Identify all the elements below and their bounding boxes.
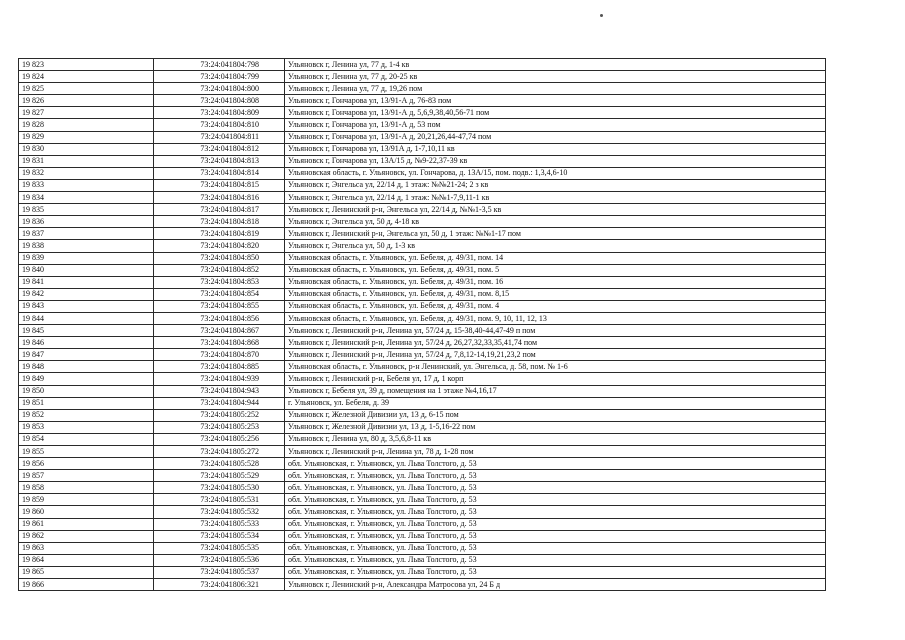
cadastral-number: 73:24:041804:943 [154, 385, 285, 397]
cadastral-number: 73:24:041805:252 [154, 409, 285, 421]
cadastral-number: 73:24:041804:939 [154, 373, 285, 385]
cadastral-number: 73:24:041804:855 [154, 300, 285, 312]
cadastral-number: 73:24:041804:816 [154, 192, 285, 204]
cadastral-number: 73:24:041804:944 [154, 397, 285, 409]
address: обл. Ульяновская, г. Ульяновск, ул. Льва Толстого, д. 53 [285, 506, 826, 518]
row-number: 19 834 [19, 192, 154, 204]
table-row [19, 530, 826, 542]
row-number: 19 837 [19, 228, 154, 240]
address: обл. Ульяновская, г. Ульяновск, ул. Льва Толстого, д. 53 [285, 470, 826, 482]
table-row [19, 482, 826, 494]
table-row [19, 397, 826, 409]
address: Ульяновск г, Энгельса ул, 50 д, 1-3 кв [285, 240, 826, 252]
cadastral-number: 73:24:041805:529 [154, 470, 285, 482]
table-row [19, 433, 826, 445]
table-row [19, 228, 826, 240]
cadastral-number: 73:24:041805:528 [154, 458, 285, 470]
table-row [19, 470, 826, 482]
table-row [19, 312, 826, 324]
cadastral-number: 73:24:041804:854 [154, 288, 285, 300]
cadastral-number: 73:24:041804:800 [154, 83, 285, 95]
table-row [19, 506, 826, 518]
table-row [19, 349, 826, 361]
row-number: 19 826 [19, 95, 154, 107]
table-row [19, 71, 826, 83]
row-number: 19 865 [19, 566, 154, 578]
cadastral-number: 73:24:041804:850 [154, 252, 285, 264]
row-number: 19 863 [19, 542, 154, 554]
address: Ульяновск г, Энгельса ул, 22/14 д, 1 этаж: №№1-7,9,11-1 кв [285, 192, 826, 204]
table-row [19, 361, 826, 373]
table-row [19, 494, 826, 506]
cadastral-number: 73:24:041805:536 [154, 554, 285, 566]
address: Ульяновск г, Энгельса ул, 22/14 д, 1 этаж: №№21-24; 2 з кв [285, 179, 826, 191]
table-row [19, 579, 826, 591]
address: Ульяновск г, Ленина ул, 80 д, 3,5,6,8-11 кв [285, 433, 826, 445]
address: обл. Ульяновская, г. Ульяновск, ул. Льва Толстого, д. 53 [285, 494, 826, 506]
address: Ульяновск г, Ленина ул, 77 д, 20-25 кв [285, 71, 826, 83]
row-number: 19 866 [19, 579, 154, 591]
address: обл. Ульяновская, г. Ульяновск, ул. Льва Толстого, д. 53 [285, 482, 826, 494]
table-row [19, 155, 826, 167]
table-row [19, 446, 826, 458]
cadastral-number: 73:24:041804:814 [154, 167, 285, 179]
row-number: 19 856 [19, 458, 154, 470]
address: Ульяновск г, Гончарова ул, 13/91А д, 1-7,10,11 кв [285, 143, 826, 155]
scan-speck [600, 14, 603, 17]
row-number: 19 832 [19, 167, 154, 179]
table-row [19, 385, 826, 397]
row-number: 19 850 [19, 385, 154, 397]
row-number: 19 855 [19, 446, 154, 458]
table-row [19, 59, 826, 71]
table-row [19, 542, 826, 554]
address: Ульяновская область, г. Ульяновск, ул. Бебеля, д. 49/31, пом. 8,15 [285, 288, 826, 300]
row-number: 19 849 [19, 373, 154, 385]
cadastral-number: 73:24:041804:811 [154, 131, 285, 143]
cadastral-number: 73:24:041804:810 [154, 119, 285, 131]
cadastral-number: 73:24:041805:531 [154, 494, 285, 506]
address: Ульяновск г, Ленинский р-н, Ленина ул, 57/24 д, 7,8,12-14,19,21,23,2 пом [285, 349, 826, 361]
cadastral-number: 73:24:041804:815 [154, 179, 285, 191]
address: Ульяновская область, г. Ульяновск, р-н Ленинский, ул. Энгельса, д. 58, пом. № 1-6 [285, 361, 826, 373]
row-number: 19 845 [19, 325, 154, 337]
address: Ульяновск г, Железной Дивизии ул, 13 д, 1-5,16-22 пом [285, 421, 826, 433]
table-row [19, 337, 826, 349]
cadastral-number: 73:24:041804:885 [154, 361, 285, 373]
cadastral-number: 73:24:041804:813 [154, 155, 285, 167]
cadastral-number: 73:24:041804:820 [154, 240, 285, 252]
cadastral-number: 73:24:041804:853 [154, 276, 285, 288]
cadastral-number: 73:24:041804:856 [154, 312, 285, 324]
address: Ульяновская область, г. Ульяновск, ул. Бебеля, д. 49/31, пом. 4 [285, 300, 826, 312]
row-number: 19 839 [19, 252, 154, 264]
cadastral-number: 73:24:041804:817 [154, 204, 285, 216]
address: Ульяновск г, Гончарова ул, 13/91-А д, 53 пом [285, 119, 826, 131]
address: Ульяновск г, Железной Дивизии ул, 13 д, 6-15 пом [285, 409, 826, 421]
row-number: 19 835 [19, 204, 154, 216]
table-row [19, 179, 826, 191]
row-number: 19 825 [19, 83, 154, 95]
address: обл. Ульяновская, г. Ульяновск, ул. Льва Толстого, д. 53 [285, 518, 826, 530]
row-number: 19 847 [19, 349, 154, 361]
row-number: 19 823 [19, 59, 154, 71]
table-row [19, 216, 826, 228]
table-row [19, 288, 826, 300]
row-number: 19 831 [19, 155, 154, 167]
address: Ульяновск г, Ленинский р-н, Ленина ул, 57/24 д, 15-38,40-44,47-49 п пом [285, 325, 826, 337]
row-number: 19 860 [19, 506, 154, 518]
cadastral-number: 73:24:041804:809 [154, 107, 285, 119]
row-number: 19 840 [19, 264, 154, 276]
address: Ульяновск г, Гончарова ул, 13/91-А д, 20,21,26,44-47,74 пом [285, 131, 826, 143]
table-row [19, 107, 826, 119]
table-row [19, 458, 826, 470]
table-row [19, 240, 826, 252]
cadastral-number: 73:24:041804:852 [154, 264, 285, 276]
table-row [19, 421, 826, 433]
cadastral-number: 73:24:041804:799 [154, 71, 285, 83]
row-number: 19 841 [19, 276, 154, 288]
row-number: 19 858 [19, 482, 154, 494]
address: Ульяновск г, Ленинский р-н, Бебеля ул, 17 д, 1 корп [285, 373, 826, 385]
table-row [19, 276, 826, 288]
address: Ульяновск г, Ленинский р-н, Ленина ул, 78 д, 1-28 пом [285, 446, 826, 458]
address: Ульяновская область, г. Ульяновск, ул. Бебеля, д. 49/31, пом. 14 [285, 252, 826, 264]
row-number: 19 854 [19, 433, 154, 445]
property-register-table [18, 58, 826, 591]
address: г. Ульяновск, ул. Бебеля, д. 39 [285, 397, 826, 409]
row-number: 19 827 [19, 107, 154, 119]
address: Ульяновская область, г. Ульяновск, ул. Бебеля, д. 49/31, пом. 5 [285, 264, 826, 276]
register-body [19, 59, 826, 591]
table-row [19, 204, 826, 216]
row-number: 19 836 [19, 216, 154, 228]
address: Ульяновск г, Ленинский р-н, Александра Матросова ул, 24 Б д [285, 579, 826, 591]
cadastral-number: 73:24:041804:867 [154, 325, 285, 337]
table-row [19, 300, 826, 312]
address: обл. Ульяновская, г. Ульяновск, ул. Льва Толстого, д. 53 [285, 554, 826, 566]
table-row [19, 264, 826, 276]
address: Ульяновск г, Гончарова ул, 13А/15 д, №9-22,37-39 кв [285, 155, 826, 167]
row-number: 19 851 [19, 397, 154, 409]
cadastral-number: 73:24:041805:537 [154, 566, 285, 578]
table-row [19, 554, 826, 566]
row-number: 19 857 [19, 470, 154, 482]
row-number: 19 829 [19, 131, 154, 143]
row-number: 19 859 [19, 494, 154, 506]
cadastral-number: 73:24:041805:535 [154, 542, 285, 554]
row-number: 19 833 [19, 179, 154, 191]
table-row [19, 373, 826, 385]
cadastral-number: 73:24:041805:253 [154, 421, 285, 433]
table-row [19, 192, 826, 204]
row-number: 19 824 [19, 71, 154, 83]
table-row [19, 566, 826, 578]
address: Ульяновская область, г. Ульяновск, ул. Бебеля, д. 49/31, пом. 9, 10, 11, 12, 13 [285, 312, 826, 324]
cadastral-number: 73:24:041805:533 [154, 518, 285, 530]
address: Ульяновская область, г. Ульяновск, ул. Бебеля, д. 49/31, пом. 16 [285, 276, 826, 288]
cadastral-number: 73:24:041804:819 [154, 228, 285, 240]
row-number: 19 830 [19, 143, 154, 155]
address: Ульяновск г, Энгельса ул, 50 д, 4-18 кв [285, 216, 826, 228]
address: обл. Ульяновская, г. Ульяновск, ул. Льва Толстого, д. 53 [285, 566, 826, 578]
row-number: 19 848 [19, 361, 154, 373]
cadastral-number: 73:24:041804:818 [154, 216, 285, 228]
table-row [19, 143, 826, 155]
address: обл. Ульяновская, г. Ульяновск, ул. Льва Толстого, д. 53 [285, 530, 826, 542]
table-row [19, 95, 826, 107]
address: обл. Ульяновская, г. Ульяновск, ул. Льва Толстого, д. 53 [285, 542, 826, 554]
row-number: 19 862 [19, 530, 154, 542]
cadastral-number: 73:24:041804:812 [154, 143, 285, 155]
cadastral-number: 73:24:041806:321 [154, 579, 285, 591]
row-number: 19 861 [19, 518, 154, 530]
address: Ульяновск г, Бебеля ул, 39 д, помещения на 1 этаже №4,16,17 [285, 385, 826, 397]
address: Ульяновск г, Ленина ул, 77 д, 19,26 пом [285, 83, 826, 95]
cadastral-number: 73:24:041805:530 [154, 482, 285, 494]
row-number: 19 838 [19, 240, 154, 252]
table-row [19, 518, 826, 530]
address: Ульяновск г, Ленинский р-н, Ленина ул, 57/24 д, 26,27,32,33,35,41,74 пом [285, 337, 826, 349]
table-row [19, 325, 826, 337]
cadastral-number: 73:24:041805:256 [154, 433, 285, 445]
table-row [19, 252, 826, 264]
row-number: 19 842 [19, 288, 154, 300]
cadastral-number: 73:24:041805:272 [154, 446, 285, 458]
row-number: 19 846 [19, 337, 154, 349]
address: Ульяновск г, Ленина ул, 77 д, 1-4 кв [285, 59, 826, 71]
cadastral-number: 73:24:041805:534 [154, 530, 285, 542]
table-row [19, 83, 826, 95]
address: Ульяновск г, Ленинский р-н, Энгельса ул, 22/14 д, №№1-3,5 кв [285, 204, 826, 216]
table-row [19, 119, 826, 131]
table-row [19, 131, 826, 143]
row-number: 19 864 [19, 554, 154, 566]
address: Ульяновская область, г. Ульяновск, ул. Гончарова, д. 13А/15, пом. подв.: 1,3,4,6-10 [285, 167, 826, 179]
address: Ульяновск г, Гончарова ул, 13/91-А д, 5,6,9,38,40,56-71 пом [285, 107, 826, 119]
cadastral-number: 73:24:041804:808 [154, 95, 285, 107]
table-row [19, 409, 826, 421]
row-number: 19 843 [19, 300, 154, 312]
address: обл. Ульяновская, г. Ульяновск, ул. Льва Толстого, д. 53 [285, 458, 826, 470]
cadastral-number: 73:24:041805:532 [154, 506, 285, 518]
cadastral-number: 73:24:041804:870 [154, 349, 285, 361]
cadastral-number: 73:24:041804:798 [154, 59, 285, 71]
address: Ульяновск г, Ленинский р-н, Энгельса ул, 50 д, 1 этаж: №№1-17 пом [285, 228, 826, 240]
row-number: 19 853 [19, 421, 154, 433]
row-number: 19 852 [19, 409, 154, 421]
cadastral-number: 73:24:041804:868 [154, 337, 285, 349]
address: Ульяновск г, Гончарова ул, 13/91-А д, 76-83 пом [285, 95, 826, 107]
row-number: 19 828 [19, 119, 154, 131]
table-row [19, 167, 826, 179]
row-number: 19 844 [19, 312, 154, 324]
